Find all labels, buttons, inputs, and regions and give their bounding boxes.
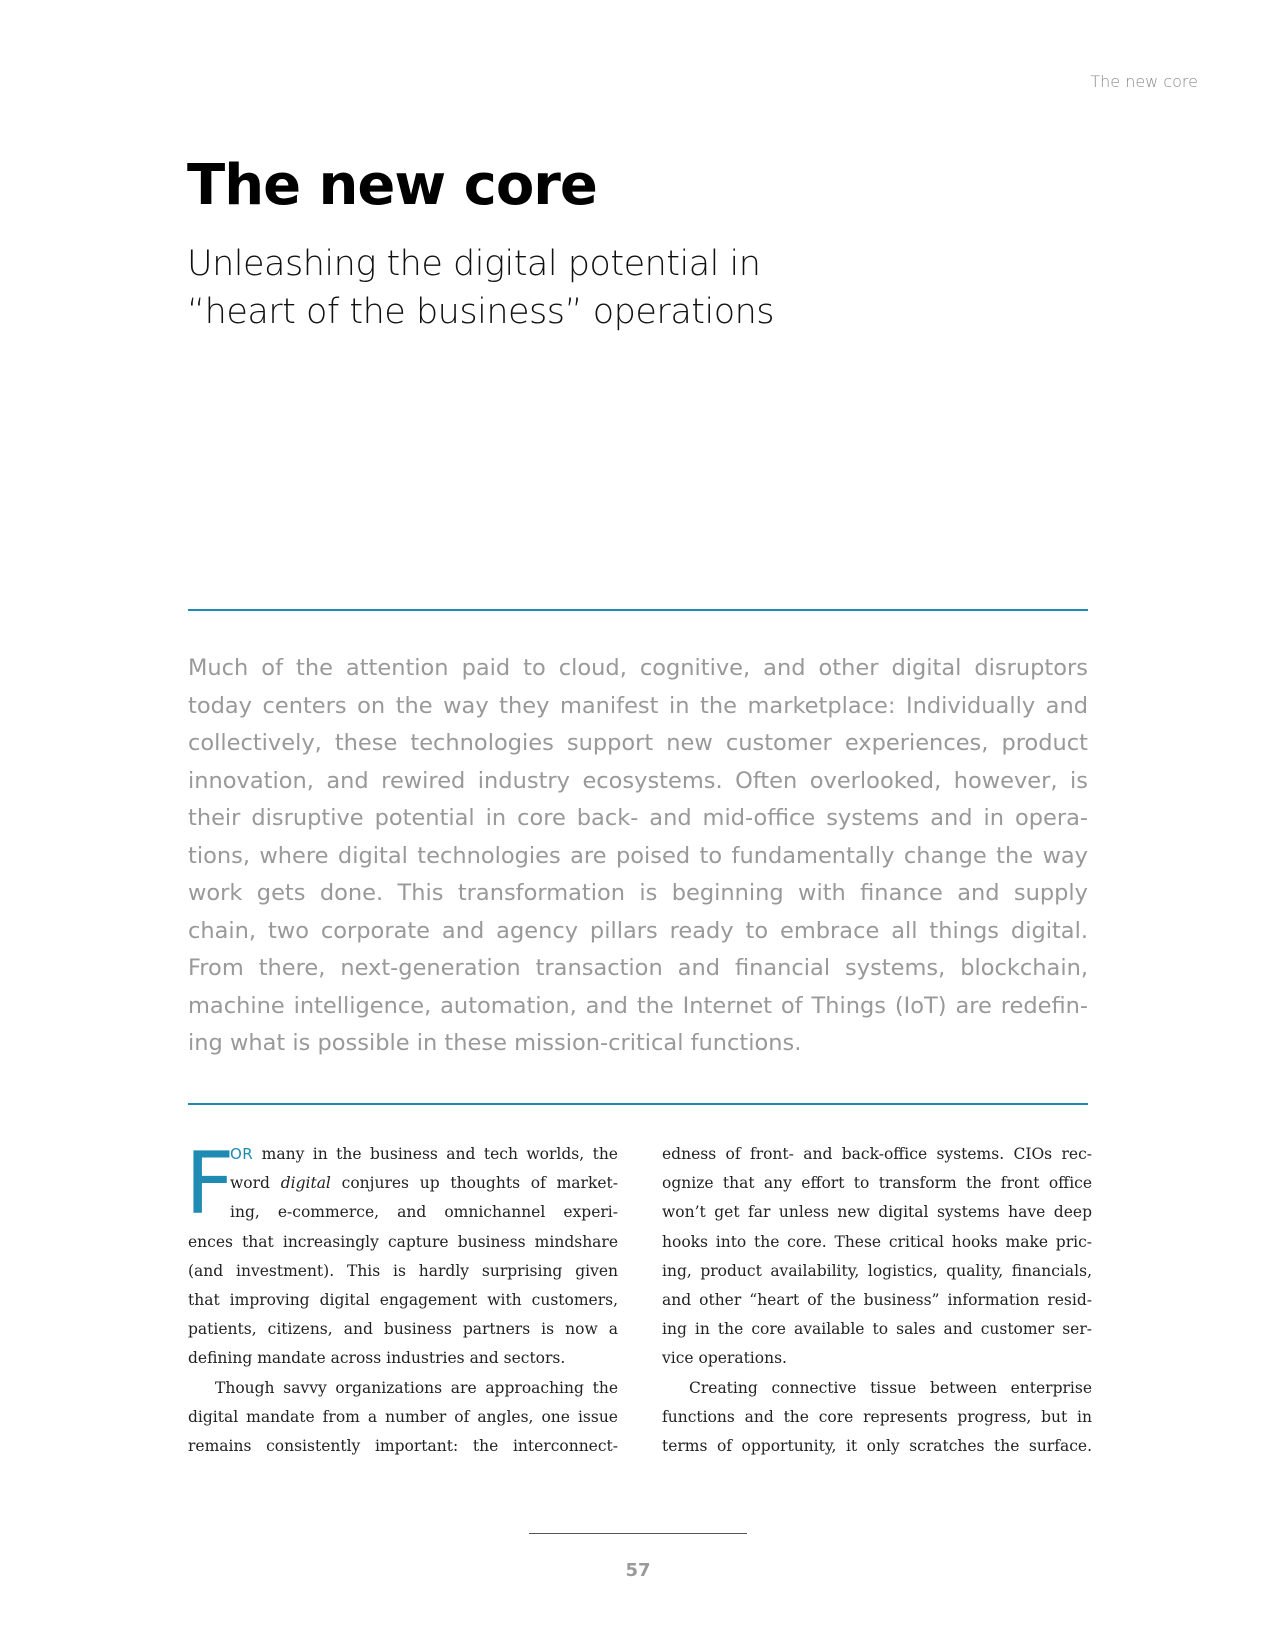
intro-paragraph	[188, 650, 1088, 1063]
subtitle-line-2: “heart of the business” operations	[187, 292, 775, 332]
intro-line: From there, next-generation transaction and financial systems, blockchain,	[188, 955, 1088, 981]
body-line: patients, citizens, and business partners is now a	[188, 1320, 618, 1339]
body-line: functions and the core represents progress, but in	[662, 1407, 1092, 1426]
body-line: and other “heart of the business” information resid-	[662, 1291, 1092, 1310]
body-line: digital mandate from a number of angles, one issue	[188, 1407, 618, 1426]
intro-line: machine intelligence, automation, and the Internet of Things (IoT) are redefin-	[188, 992, 1088, 1019]
body-column-right	[662, 1140, 1092, 1461]
body-line: Though savvy organizations are approaching the	[215, 1378, 618, 1397]
page-title: The new core	[187, 153, 597, 218]
body-line: ing, e-commerce, and omnichannel experi-	[230, 1203, 618, 1222]
page-subtitle	[187, 240, 807, 336]
body-line: ognize that any effort to transform the front office	[662, 1174, 1092, 1193]
body-line	[188, 1169, 618, 1198]
body-line-text: conjures up thoughts of market-	[330, 1174, 618, 1193]
body-column-left	[185, 1134, 618, 1461]
body-line: that improving digital engagement with customers,	[188, 1291, 618, 1310]
drop-cap: F	[185, 1134, 235, 1234]
body-line	[188, 1140, 618, 1169]
intro-line: chain, two corporate and agency pillars ready to embrace all things digital.	[188, 917, 1088, 944]
intro-line: today centers on the way they manifest in the marketplace: Individually and	[188, 692, 1088, 719]
body-line-text: word	[230, 1174, 281, 1193]
body-line: ing, product availability, logistics, quality, financials,	[662, 1261, 1092, 1280]
body-line: edness of front- and back-office systems. CIOs rec-	[662, 1145, 1092, 1163]
emphasis-digital: digital	[280, 1174, 331, 1193]
body-line: terms of opportunity, it only scratches the surface.	[662, 1437, 1092, 1456]
body-line: (and investment). This is hardly surprising given	[188, 1261, 618, 1280]
body-line: hooks into the core. These critical hooks make pric-	[662, 1232, 1092, 1251]
intro-top-rule	[188, 609, 1088, 611]
body-line: ing in the core available to sales and customer ser-	[662, 1320, 1092, 1339]
running-head: The new core	[1090, 72, 1198, 91]
intro-line: collectively, these technologies support new customer experiences, product	[188, 730, 1088, 756]
intro-line: ing what is possible in these mission-critical functions.	[188, 1030, 802, 1056]
footer-rule	[529, 1533, 747, 1534]
lead-in: OR	[230, 1145, 254, 1163]
body-line: won’t get far unless new digital systems have deep	[662, 1203, 1092, 1222]
page-number: 57	[625, 1560, 651, 1581]
intro-line: Much of the attention paid to cloud, cognitive, and other digital disruptors	[188, 655, 1088, 681]
body-line: vice operations.	[662, 1349, 787, 1368]
intro-bottom-rule	[188, 1103, 1088, 1105]
intro-line: work gets done. This transformation is beginning with finance and supply	[188, 880, 1088, 906]
body-line: ences that increasingly capture business mindshare	[188, 1232, 618, 1251]
intro-line: their disruptive potential in core back- and mid-office systems and in opera-	[188, 805, 1088, 831]
intro-line: innovation, and rewired industry ecosystems. Often overlooked, however, is	[188, 767, 1088, 794]
body-line: defining mandate across industries and sectors.	[188, 1349, 566, 1368]
body-line-text: many in the business and tech worlds, the	[261, 1145, 618, 1163]
subtitle-line-1: Unleashing the digital potential in	[187, 244, 761, 284]
intro-line: tions, where digital technologies are poised to fundamentally change the way	[188, 842, 1088, 869]
body-line: Creating connective tissue between enterprise	[689, 1378, 1092, 1397]
body-line: remains consistently important: the interconnect-	[188, 1437, 618, 1456]
